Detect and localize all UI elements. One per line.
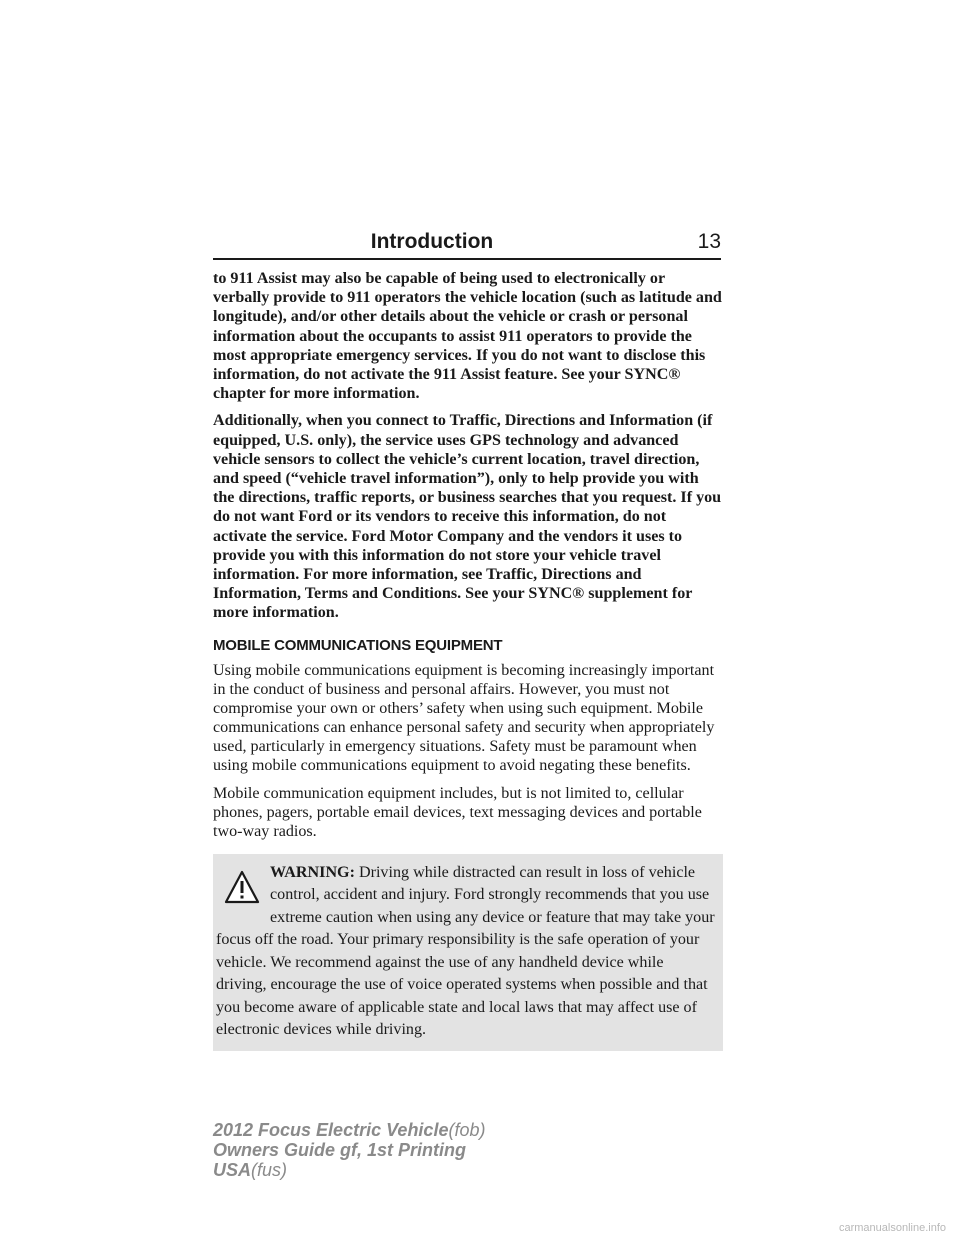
footer-region-code: (fus): [251, 1160, 288, 1180]
page-footer: [213, 1120, 485, 1180]
warning-triangle-icon: [224, 869, 260, 905]
footer-vehicle-code: (fob): [448, 1120, 486, 1140]
paragraph-mobile-equipment: Using mobile communications equipment is becoming increasingly important in the conduct of business and personal affairs. However, you must not compromise your own or others’ safety when using such equipment. Mobile communications can enhance personal safety and security when appropriately used, particularly in emergency situations. Safety must be paramount when using mobile communications equipment to avoid negating these benefits.: [213, 661, 715, 774]
footer-line-vehicle: [213, 1120, 485, 1140]
footer-line-region: [213, 1160, 485, 1180]
footer-vehicle: 2012 Focus Electric Vehicle: [213, 1120, 449, 1140]
footer-line-guide: Owners Guide gf, 1st Printing: [213, 1140, 467, 1160]
footer-region: USA: [213, 1160, 252, 1180]
section-heading: MOBILE COMMUNICATIONS EQUIPMENT: [213, 636, 503, 654]
paragraph-traffic-directions: Additionally, when you connect to Traffic, Directions and Information (if equipped, U.S. only), the service uses GPS technology and advanced vehicle sensors to collect the vehicle’s current location, travel direction, and speed (“vehicle travel information”), only to help provide you with the directions, traffic reports, or business searches that you request. If you do not want Ford or its vendors to receive this information, do not activate the service. Ford Motor Company and the vendors it uses to provide you with this information do not store your vehicle travel information. For more information, see Traffic, Directions and Information, Terms and Conditions. See your SYNC® supplement for more information.: [213, 412, 722, 622]
warning-label: WARNING:: [270, 863, 355, 881]
page-header: [213, 228, 721, 260]
warning-text: Driving while distracted can result in loss of vehicle control, accident and injury. Ford strongly recommends that you use extreme caution when using any device or feature that may take your focus off the road. Your primary responsibility is the safe operation of your vehicle. We recommend against the use of any handheld device while driving, encourage the use of voice operated systems when possible and that you become aware of applicable state and local laws that may affect use of electronic devices while driving.: [216, 863, 715, 1039]
paragraph-equipment-types: Mobile communication equipment includes, but is not limited to, cellular phones, pagers, portable email devices, text messaging devices and portable two-way radios.: [213, 784, 702, 840]
page-content: [213, 269, 723, 1051]
header-rule: [213, 258, 721, 260]
paragraph-911-assist: to 911 Assist may also be capable of being used to electronically or verbally provide to 911 operators the vehicle location (such as latitude and longitude), and/or other details about the vehicle or crash or personal information about the occupants to assist 911 operators to provide the most appropriate emergency services. If you do not want to disclose this information, do not activate the 911 Assist feature. See your SYNC® chapter for more information.: [213, 270, 722, 403]
watermark-text: carmanualsonline.info: [838, 1222, 946, 1234]
page-number: 13: [697, 230, 721, 253]
page-title: Introduction: [370, 230, 494, 253]
warning-box: [213, 854, 723, 1051]
